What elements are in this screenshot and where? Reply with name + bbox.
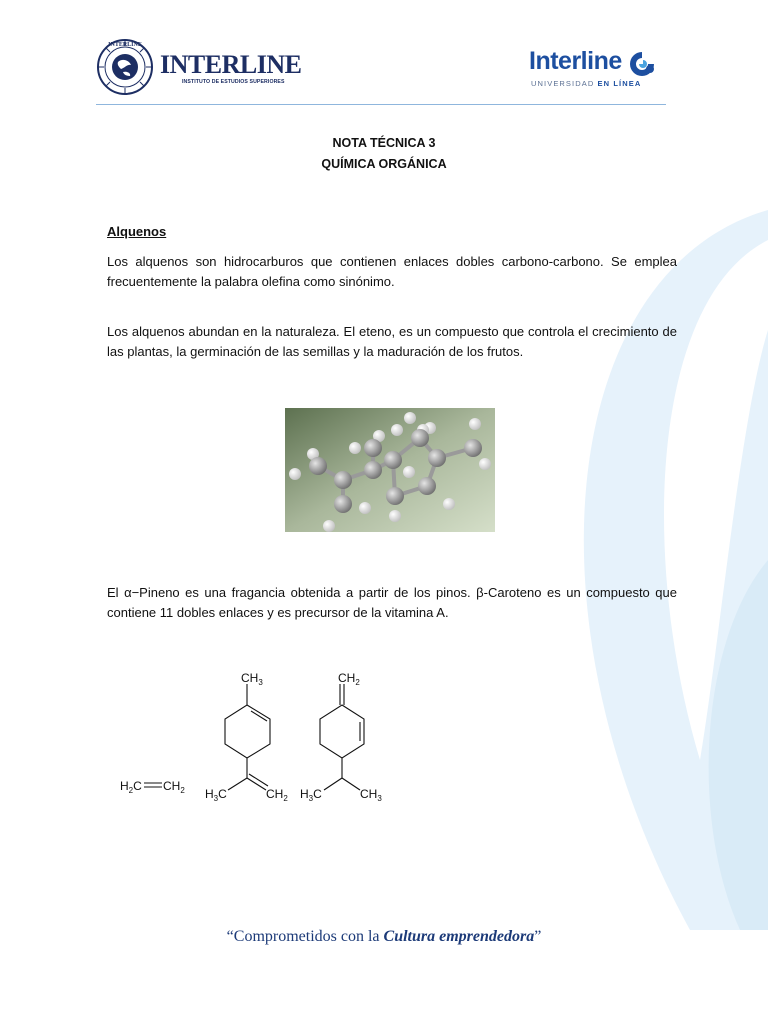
left-logo-subtitle: INSTITUTO DE ESTUDIOS SUPERIORES xyxy=(182,79,285,85)
limonene-bottom-left-label: $H_3C$ xyxy=(205,787,227,803)
paragraph-3: El α−Pineno es una fragancia obtenida a partir de los pinos. β-Caroteno es un compuesto que contiene 11 dobles enlaces y es precursor de la vitamina A. xyxy=(107,585,677,620)
right-logo-subtitle-part1: UNIVERSIDAD xyxy=(531,79,595,88)
right-logo-subtitle xyxy=(531,79,641,88)
molecule-3d-image xyxy=(285,408,495,532)
paragraph-2: Los alquenos abundan en la naturaleza. El eteno, es un compuesto que controla el crecimiento de las plantas, la germinación de las semillas y la maduración de los frutos. xyxy=(107,324,677,359)
limonene-structure xyxy=(225,684,270,790)
slogan-emphasis: Cultura emprendedora xyxy=(383,928,535,945)
ethene-right-label: $CH_2$ xyxy=(163,779,185,795)
terpene-top-label: $CH_2$ xyxy=(338,671,360,687)
left-logo-wordmark: INTERLINE xyxy=(160,50,302,79)
footer-slogan xyxy=(0,928,768,946)
terpene-bottom-left-label: $H_3C$ xyxy=(300,787,322,803)
document-subtitle: QUÍMICA ORGÁNICA xyxy=(321,157,447,171)
document-title: NOTA TÉCNICA 3 xyxy=(332,136,436,150)
ethene-left-label: $H_2C$ xyxy=(120,779,142,795)
ethene-structure xyxy=(120,779,185,795)
slogan-prefix: “Comprometidos con la xyxy=(226,928,384,945)
right-logo-wordmark: Interline xyxy=(529,47,622,75)
terpene-bottom-right-label: $CH_3$ xyxy=(360,787,382,803)
alkene-structures-diagram xyxy=(110,660,410,810)
interline-swirl-icon xyxy=(627,49,657,79)
slogan-suffix: ” xyxy=(534,928,542,945)
section-heading: Alquenos xyxy=(107,224,167,239)
right-logo-subtitle-part2: EN LÍNEA xyxy=(597,79,642,88)
header-divider xyxy=(96,104,666,105)
seal-text: INTERLINE xyxy=(108,42,142,48)
limonene-bottom-right-label: $CH_2$ xyxy=(266,787,288,803)
limonene-top-label: $CH_3$ xyxy=(241,671,263,687)
paragraph-1: Los alquenos son hidrocarburos que contienen enlaces dobles carbono-carbono. Se emplea frecuentemente la palabra olefina como sinónimo. xyxy=(107,254,677,289)
terpene-structure xyxy=(320,684,364,790)
